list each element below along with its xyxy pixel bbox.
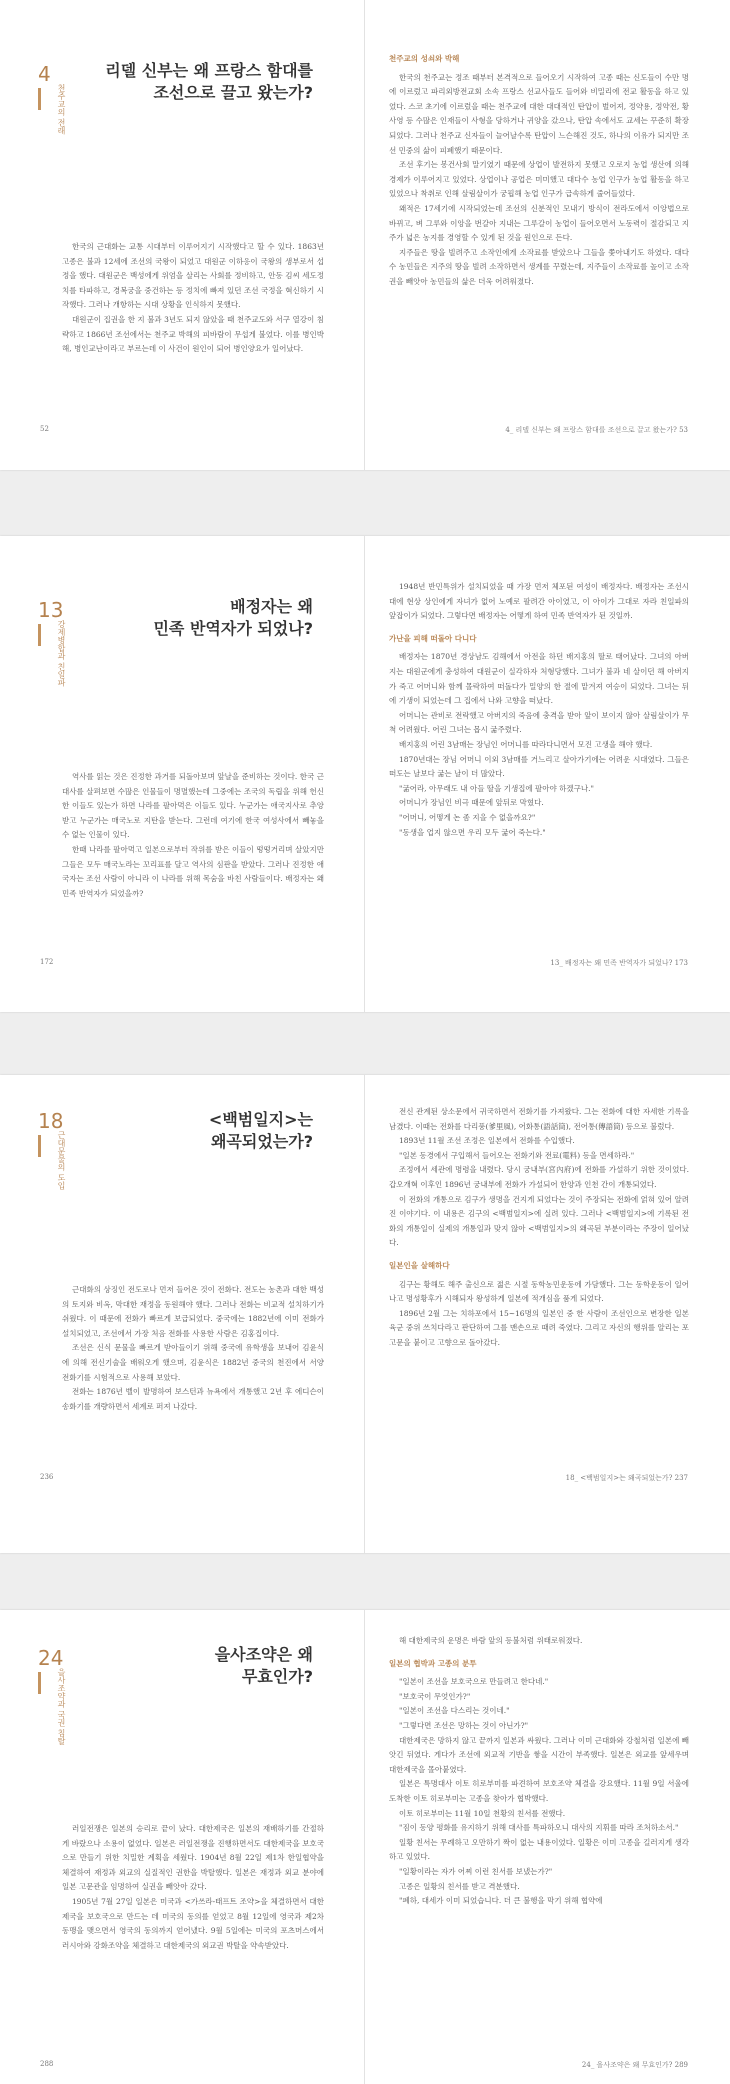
left-body <box>62 1283 324 1414</box>
chapter-bar <box>38 1672 41 1694</box>
chapter-side-label: 강제병합과 친일파 <box>57 620 66 687</box>
paragraph: 근대화의 상징인 전도로나 먼저 들어온 것이 전화다. 전도는 농촌과 대한 백성의 토지와 비옥, 막대한 재정을 동원해야 했다. 그러나 전화는 비교적 설치하기가 쉬웠다. 이 때문에 전화가 빠르게 보급되었다. 중국에는 1882년에 이미 전화가 설치되었고, 조선에서 가장 처음 전화를 사용한 사람은 김홍집이다. <box>62 1285 324 1338</box>
page-number: 236 <box>40 1473 54 1481</box>
paragraph: 조선은 신식 문물을 빠르게 받아들이기 위해 중국에 유학생을 보내어 김윤식에 의해 전신기술을 배워오게 했으며, 김윤식은 1882년 중국의 천진에서 서양 전화기를 시험적으로 사용해 보았다. <box>62 1343 324 1382</box>
title-line-2: 민족 반역자가 되었나? <box>153 619 313 638</box>
paragraph: 한국의 천주교는 정조 때부터 본격적으로 들어오기 시작하여 고종 때는 신도들이 수만 명에 이르렀고 파리외방전교회 소속 프랑스 선교사들도 들어와 비밀리에 전교 활동을 하고 있었다. 스코 초기에 이르렀을 때는 천주교에 대한 대대적인 탄압이 벌어져, 정약용, 정약전, 황사영 등 수많은 인재들이 사형을 당하거나 귀양을 갔으나, 탄압 속에서도 교세는 꾸준히 확장되었다. 그러나 천주교 신자들이 늘어날수록 탄압이 느슨해진 것도, 하나의 이유가 되지만 조선 민중의 삶이 피폐했기 때문이다. <box>389 72 689 155</box>
chapter-title <box>215 1644 313 1688</box>
left-page <box>0 1610 365 2084</box>
spread-4 <box>0 1610 730 2084</box>
quote-line: "그렇다면 조선은 망하는 것이 아닌가?" <box>399 1720 529 1730</box>
page-number: 288 <box>40 2060 54 2068</box>
title-line-2: 조선으로 끌고 왔는가? <box>153 83 313 102</box>
title-line-2: 왜곡되었는가? <box>210 1132 313 1151</box>
running-head <box>505 425 688 435</box>
chapter-title <box>209 1109 313 1153</box>
right-page <box>365 0 730 470</box>
paragraph: 1905년 7월 27일 일본은 미국과 <가쓰라-태프트 조약>을 체결하면서 대한제국을 보호국으로 만드는 데 미국의 동의를 얻었고 8월 12일에 영국과 제2차 동맹을 맺으면서 영국의 동의까지 얻어냈다. 9월 5일에는 미국의 포츠머스에서 러시아와 강화조약을 체결하고 대한제국의 외교권 박탈을 약속받았다. <box>62 1896 324 1950</box>
right-page <box>365 1610 730 2084</box>
paragraph: 일황 친서는 무례하고 오만하기 짝이 없는 내용이었다. 일황은 이미 고종을 길러지게 생각하고 있었다. <box>389 1837 689 1862</box>
chapter-title <box>105 60 313 104</box>
title-line-1: 을사조약은 왜 <box>214 1645 313 1664</box>
paragraph: 지주들은 땅을 빌려주고 소작인에게 소작료를 받았으나 그들을 쫓아내기도 하였다. 대다수 농민들은 지주의 땅을 빌려 소작하면서 생계를 꾸렸는데, 지주들이 소작료를 높이고 소작권을 빼앗아 농민들의 삶은 더욱 어려워졌다. <box>389 247 689 286</box>
chapter-number: 18 <box>38 1109 64 1133</box>
running-head <box>566 1473 688 1483</box>
quote-line: "일본이 조선을 다스리는 것이네." <box>399 1706 510 1716</box>
chapter-side-label: 근대문물의 도입 <box>57 1131 66 1190</box>
paragraph: 역사를 읽는 것은 진정한 과거를 되돌아보며 앞날을 준비하는 것이다. 한국 근대사를 살펴보면 수많은 인물들이 명멸했는데 그중에는 조국의 독립을 위해 헌신한 이들도 있는가 하면 나라를 팔아먹은 이들도 있다. 누군가는 애국지사로 추앙받고 누군가는 매국노로 지탄을 받는다. 그런데 여기에 한국 여성사에서 빼놓을 수 없는 인물이 있다. <box>62 772 324 840</box>
chapter-bar <box>38 1135 41 1157</box>
paragraph: 러일전쟁은 일본의 승리로 끝이 났다. 대한제국은 일본의 재배하기를 간절하게 바랐으나 소용이 없었다. 일본은 러일전쟁을 진행하면서도 대한제국을 보호국으로 만들기 위한 치밀한 계획을 세웠다. 1904년 8월 22일 제1차 한일협약을 체결하여 재정과 외교의 실질적인 권한을 박탈했다. 일본은 재정과 외교 분야에 일본 고문관을 임명하여 실권을 빼앗아 갔다. <box>62 1824 324 1892</box>
chapter-title <box>153 596 313 640</box>
right-body <box>389 580 689 840</box>
paragraph: 전화는 1876년 벨이 발명하여 보스턴과 뉴욕에서 개통했고 2년 후 에디슨이 송화기를 개량하면서 세계로 퍼져 나갔다. <box>62 1387 324 1411</box>
paragraph: 1896년 2월 그는 치하포에서 15~16명의 일본인 중 한 사람이 조선인으로 변장한 일본 육군 중위 쓰치다라고 판단하여 그를 맨손으로 때려 죽였다. 그리고 자신의 행위를 알리는 포고문을 붙이고 고향으로 돌아갔다. <box>389 1308 689 1347</box>
left-body <box>62 240 324 357</box>
paragraph: 배지홍의 어린 3남매는 장님인 어머니를 따라다니면서 모진 고생을 해야 했다. <box>399 739 653 749</box>
chapter-number: 13 <box>38 598 64 622</box>
paragraph: 어머니가 장님인 비극 때문에 앞뒤로 막혔다. <box>399 798 544 808</box>
paragraph: 1893년 11월 조선 조정은 일본에서 전화를 수입했다. <box>399 1136 575 1146</box>
chapter-bar <box>38 624 41 646</box>
intro-paragraph: 해 대한제국의 운명은 바람 앞의 등불처럼 위태로워졌다. <box>399 1636 583 1645</box>
quote-line: "굶어라, 아무래도 내 아들 딸을 기생집에 팔아야 하겠구나." <box>399 783 594 793</box>
paragraph: 한때 나라를 팔아먹고 일본으로부터 작위를 받은 이들이 떵떵거리며 살았지만 그들은 모두 매국노라는 꼬리표를 달고 역사의 심판을 받았다. 그러나 진정한 애국자는 조선 사람이 아니라 이 나라를 위해 목숨을 바친 사람들이다. 배정자는 왜 민족 반역자가 되었을까? <box>62 844 324 898</box>
running-head <box>582 2060 688 2070</box>
title-line-1: <백범일지>는 <box>208 1110 313 1129</box>
intro-paragraph: 1948년 반민특위가 설치되었을 때 가장 먼저 체포된 여성이 배정자다. 배정자는 조선시대에 현상 상인에게 자녀가 없어 노예로 팔려간 아이였고, 이 아이가 그대로 자라 친일파의 앞잡이가 되었다. 그렇다면 배정자는 어떻게 하여 민족 반역자가 된 것일까. <box>389 582 689 621</box>
spread-1 <box>0 0 730 470</box>
paragraph: 조선 후기는 봉건사회 말기였기 때문에 상업이 발전하지 못했고 오로지 농업 생산에 의해 경제가 이루어지고 있었다. 상업이나 공업은 미미했고 대다수 농업 인구가 농업 활동을 하고 있었으나 착취로 인해 살림살이가 궁핍해 농업 인구가 급속하게 줄어들었다. <box>389 160 689 199</box>
quote-line: "일본이 조선을 보호국으로 만들려고 한다네." <box>399 1677 549 1687</box>
title-line-2: 무효인가? <box>241 1667 313 1686</box>
page-number: 289 <box>674 2061 688 2069</box>
left-page <box>0 1075 365 1553</box>
page-number: 52 <box>40 425 49 433</box>
left-body <box>62 1822 324 1953</box>
subheading: 일본의 협박과 고종의 분투 <box>389 1658 477 1668</box>
page-number: 172 <box>40 958 54 966</box>
running-head-text: 13_ 배정자는 왜 민족 반역자가 되었나? <box>550 959 673 967</box>
running-head-text: 18_ <백범일지>는 왜곡되었는가? <box>565 1474 673 1482</box>
paragraph: 배정자는 1870년 경상남도 김해에서 아전을 하던 배지홍의 딸로 태어났다. 그녀의 아버지는 대원군에게 충성하여 대원군이 실각하자 처형당했다. 그녀가 불과 네 살이던 해 아버지가 죽고 어머니와 함께 몰락하여 떠돌다가 밀양의 한 절에 맡겨져 여승이 되었다. 그녀는 뒤에 기생이 되었는데 그 집에서 나와 고향을 떠났다. <box>389 652 689 706</box>
quote-line: "보호국이 무엇인가?" <box>399 1691 471 1701</box>
paragraph: 전신 관계된 상소문에서 귀국하면서 전화기를 가져왔다. 그는 전화에 대한 자세한 기록을 남겼다. 이때는 전화를 다리풍(爹里風), 어화통(語話筒), 전어통(傳語筒) 등으로 불렀다. <box>389 1107 689 1131</box>
running-head-text: 24_ 을사조약은 왜 무효인가? <box>581 2061 673 2069</box>
chapter-side-label: 천주교의 전래 <box>57 84 66 135</box>
spread-3 <box>0 1075 730 1553</box>
chapter-side-label: 을사조약과 국권 침탈 <box>57 1668 66 1746</box>
left-page <box>0 0 365 470</box>
spread-2 <box>0 536 730 1012</box>
page-number: 173 <box>674 959 688 967</box>
right-page <box>365 536 730 1012</box>
paragraph: 대한제국은 망하지 않고 끝까지 일본과 싸웠다. 그러나 이미 근대화와 강철처럼 일본에 빼앗긴 뒤였다. 게다가 조선에 외교적 기반을 쌓을 시간이 부족했다. 일본은 외교를 앞세우며 대한제국을 몰아붙였다. <box>389 1735 689 1774</box>
subheading: 가난을 피해 떠돌아 다니다 <box>389 633 477 643</box>
quote-line: "폐하, 대세가 이미 되었습니다. 더 큰 불행을 막기 위해 협약에 <box>399 1896 603 1906</box>
paragraph: 1870년대는 장님 어머니 이외 3남매를 거느리고 살아가기에는 어려운 시대였다. 그들은 떠도는 날보다 굶는 날이 더 많았다. <box>389 754 689 779</box>
chapter-bar <box>38 88 41 110</box>
quote-line: "동생을 업지 않으면 우리 모두 굶어 죽는다." <box>399 827 546 837</box>
paragraph: 이토 히로부미는 11월 10일 천황의 친서를 전했다. <box>399 1808 566 1818</box>
right-body <box>389 52 689 290</box>
paragraph: 이 전화의 개통으로 김구가 생명을 건지게 되었다는 것이 주장되는 전화에 얽혀 있어 알려진 이야기다. 이 내용은 김구의 <백범일지>에 실려 있다. 그러나 <백범일지>에 기록된 전화의 개통일이 실제의 개통일과 맞지 않아 <백범일지>의 왜곡된 부분이라는 주장이 일어났다. <box>389 1194 689 1248</box>
page-number: 237 <box>674 1474 688 1482</box>
quote-line: "짐이 동양 평화를 유지하기 위해 대사를 특파하오니 대사의 지휘를 따라 조처하소서." <box>399 1823 679 1833</box>
title-line-1: 배정자는 왜 <box>230 597 313 616</box>
right-body <box>389 1105 689 1351</box>
left-page <box>0 536 365 1012</box>
running-head <box>550 958 688 968</box>
quote-line: "일황이라는 자가 어찌 이런 친서를 보냈는가?" <box>399 1866 553 1876</box>
paragraph: 고종은 일황의 친서를 받고 격분했다. <box>399 1881 520 1891</box>
right-page <box>365 1075 730 1553</box>
paragraph: 조정에서 세관에 명령을 내렸다. 당시 궁내부(宮內府)에 전화를 가설하기 위한 것이었다. 갑오개혁 이후인 1896년 궁내부에 전화가 가설되어 한양과 인천 간이 개통되었다. <box>389 1165 689 1189</box>
paragraph: 왜적은 17세기에 시작되었는데 조선의 신분적인 모내기 방식이 전라도에서 이앙법으로 바뀌고, 벼 그루와 이앙을 번갈아 지내는 그루갈이 농업이 들어오면서 노동력이 절감되고 지주가 넓은 농지를 경영할 수 있게 된 것을 원인으로 든다. <box>389 203 689 243</box>
chapter-number: 4 <box>38 62 51 86</box>
quote-line: "일본 동경에서 구입해서 들어오는 전화기와 전료(電料) 등을 면세하라." <box>399 1150 635 1160</box>
paragraph: 한국의 근대화는 교통 시대부터 이루어지기 시작했다고 할 수 있다. 1863년 고종은 불과 12세에 조선의 국왕이 되었고 대원군 이하응이 국왕의 생부로서 섭정을 했다. 대원군은 백성에게 위엄을 살리는 사회를 정비하고, 안동 김씨 세도정치를 타파하고, 경복궁을 중건하는 등 정치에 빠져 있던 조선 국정을 혁신하기 시작했다. 그러나 개항하는 시대 상황을 인식하지 못했다. <box>62 242 324 310</box>
quote-line: "어머니, 어떻게 논 좀 지을 수 없을까요?" <box>399 812 536 822</box>
paragraph: 김구는 황해도 해주 출신으로 젊은 시절 동학농민운동에 가담했다. 그는 동학운동이 일어나고 명성황후가 시해되자 왕성하게 일본에 적개심을 품게 되었다. <box>389 1279 689 1304</box>
title-line-1: 리델 신부는 왜 프랑스 함대를 <box>105 61 313 80</box>
subheading: 일본인을 살해하다 <box>389 1260 450 1270</box>
running-head-text: 4_ 리델 신부는 왜 프랑스 함대를 조선으로 끌고 왔는가? <box>505 426 677 434</box>
page-number: 53 <box>679 426 688 434</box>
chapter-number: 24 <box>38 1646 64 1670</box>
subheading: 천주교의 성쇠와 박해 <box>389 54 460 63</box>
paragraph: 대원군이 집권을 한 지 불과 3년도 되지 않았을 때 천주교도와 서구 열강이 침략하고 1866년 조선에서는 천주교 박해의 피바람이 무섭게 불었다. 이를 병인박해, 병인교난이라고 부르는데 이 사건이 원인이 되어 병인양요가 일어났다. <box>62 314 324 354</box>
right-body <box>389 1634 689 1909</box>
paragraph: 일본은 특명대사 이토 히로부미를 파견하여 보호조약 체결을 강요했다. 11월 9일 서울에 도착한 이토 히로부미는 고종을 찾아가 협박했다. <box>389 1779 689 1803</box>
left-body <box>62 770 324 901</box>
paragraph: 어머니는 관비로 전락했고 아버지의 죽음에 충격을 받아 앞이 보이지 않아 살림살이가 무척 어려웠다. 어린 그녀는 몹시 굶주렸다. <box>389 710 689 735</box>
